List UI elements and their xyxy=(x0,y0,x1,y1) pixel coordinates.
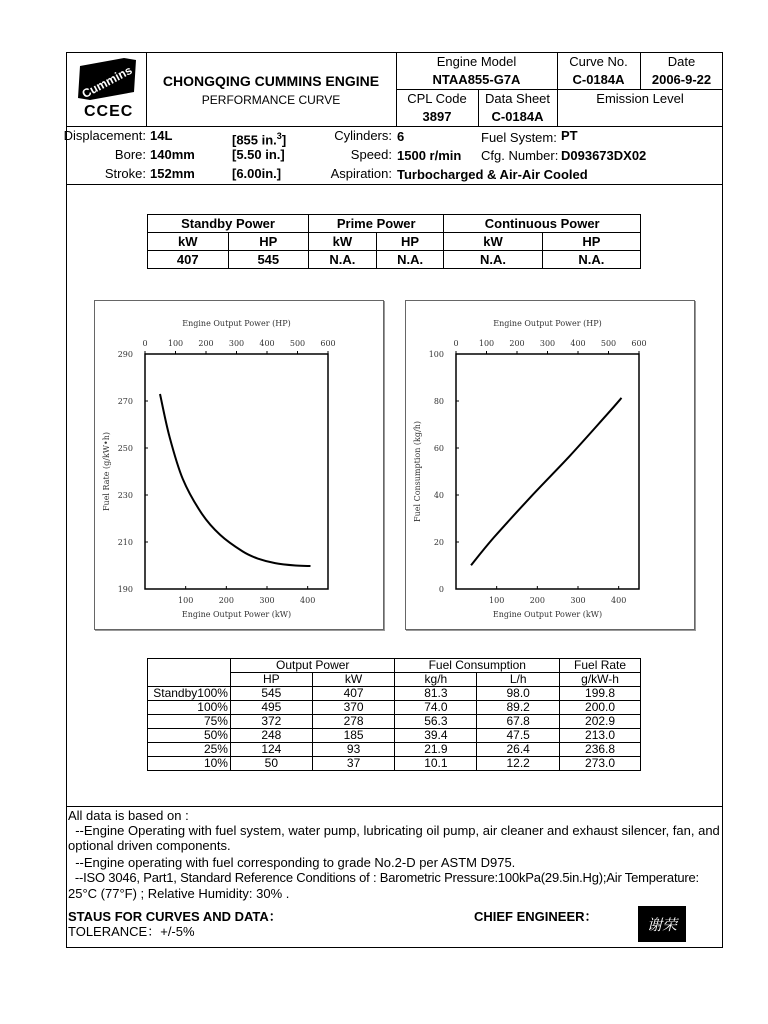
table-row xyxy=(148,729,641,743)
perf-cell: 67.8 xyxy=(477,715,560,729)
notes-line: optional driven components. xyxy=(68,838,231,853)
perf-row-label: 25% xyxy=(148,743,231,757)
fuel-system-value: PT xyxy=(561,128,578,143)
table-row xyxy=(148,687,641,701)
data-sheet-label: Data Sheet xyxy=(484,91,551,106)
perf-cell: 89.2 xyxy=(477,701,560,715)
stroke-value: 152mm xyxy=(150,166,195,181)
perf-cell: 56.3 xyxy=(395,715,477,729)
y-tick-label: 290 xyxy=(117,350,133,359)
x-tick-label: 100 xyxy=(489,596,505,605)
date-label: Date xyxy=(667,54,696,69)
displacement-value: 14L xyxy=(150,128,173,143)
power-unit: kW xyxy=(148,233,229,251)
x2-tick-label: 100 xyxy=(167,339,184,348)
header-divider xyxy=(396,89,723,90)
perf-row-label: 50% xyxy=(148,729,231,743)
plot-area xyxy=(145,354,328,589)
cummins-logo xyxy=(74,56,140,102)
power-group-header: Standby Power xyxy=(148,215,309,233)
signature-text: 谢荣 xyxy=(646,915,677,934)
y-tick-label: 0 xyxy=(438,585,444,594)
perf-cell: 185 xyxy=(312,729,395,743)
fuel-consumption-chart xyxy=(405,300,695,630)
perf-cell: 124 xyxy=(230,743,312,757)
cfg-number-label: Cfg. Number: xyxy=(481,148,559,163)
bore-inches: [5.50 in.] xyxy=(232,147,285,162)
perf-header: Output Power xyxy=(230,659,395,673)
x-tick-label: 300 xyxy=(570,596,586,605)
x2-tick-label: 500 xyxy=(600,339,617,348)
cpl-code-label: CPL Code xyxy=(407,91,467,106)
perf-cell: 39.4 xyxy=(395,729,477,743)
signature xyxy=(638,906,686,942)
aspiration-value: Turbocharged & Air-Air Cooled xyxy=(397,167,588,182)
power-value: 407 xyxy=(148,251,229,269)
displacement-inches-sup: 3 xyxy=(276,131,282,141)
x-axis-title: Engine Output Power (kW) xyxy=(181,610,292,619)
cfg-number-value: D093673DX02 xyxy=(561,148,647,163)
perf-cell: 273.0 xyxy=(560,757,641,771)
notes-line: --Engine Operating with fuel system, water pump, lubricating oil pump, air cleaner and exhaust silencer, fan, and xyxy=(68,823,720,838)
company-name: CHONGQING CUMMINS ENGINE xyxy=(162,73,380,89)
perf-cell: 407 xyxy=(312,687,395,701)
x-tick-label: 400 xyxy=(300,596,316,605)
fuel-rate-chart-svg xyxy=(95,301,383,629)
power-group-header: Prime Power xyxy=(309,215,444,233)
header-divider xyxy=(146,52,147,126)
power-unit: HP xyxy=(542,233,640,251)
cylinders-label: Cylinders: xyxy=(334,128,392,143)
y-tick-label: 100 xyxy=(428,350,444,359)
perf-cell: 248 xyxy=(230,729,312,743)
perf-cell: 199.8 xyxy=(560,687,641,701)
y-tick-label: 230 xyxy=(117,491,133,500)
displacement-inches-text: [855 in. xyxy=(232,132,277,148)
x2-tick-label: 600 xyxy=(631,339,647,348)
notes-line: 25°C (77°F) ; Relative Humidity: 30% . xyxy=(68,886,290,901)
x2-tick-label: 200 xyxy=(509,339,525,348)
perf-cell: 47.5 xyxy=(477,729,560,743)
perf-cell: 545 xyxy=(230,687,312,701)
perf-unit: L/h xyxy=(477,673,560,687)
perf-unit: kg/h xyxy=(395,673,477,687)
x2-tick-label: 600 xyxy=(320,339,336,348)
y-tick-label: 190 xyxy=(117,585,133,594)
stroke-inches: [6.00in.] xyxy=(232,166,282,181)
displacement-inches xyxy=(232,128,286,148)
perf-unit: g/kW-h xyxy=(560,673,641,687)
notes-line: All data is based on : xyxy=(68,808,189,823)
x2-tick-label: 400 xyxy=(570,339,586,348)
notes-divider xyxy=(66,806,723,807)
status-label: STAUS FOR CURVES AND DATA： xyxy=(68,909,282,924)
perf-cell: 50 xyxy=(230,757,312,771)
cylinders-value: 6 xyxy=(397,129,405,144)
y-tick-label: 80 xyxy=(433,397,444,406)
perf-header: Fuel Rate xyxy=(560,659,641,673)
y-tick-label: 40 xyxy=(433,491,444,500)
x2-tick-label: 100 xyxy=(478,339,495,348)
y-tick-label: 20 xyxy=(433,538,444,547)
performance-table xyxy=(147,658,641,771)
header-divider xyxy=(66,126,723,127)
y-tick-label: 270 xyxy=(117,397,133,406)
perf-cell: 202.9 xyxy=(560,715,641,729)
specs-divider xyxy=(66,184,723,185)
svg-text:Cummins: Cummins xyxy=(79,62,135,102)
notes-line: --ISO 3046, Part1, Standard Reference Conditions of : Barometric Pressure:100kPa(29.5in.Hg);Air Temperature: xyxy=(68,870,699,885)
power-value: N.A. xyxy=(309,251,377,269)
y-axis-title: Fuel Rate (g/kW•h) xyxy=(102,431,111,512)
x2-axis-title: Engine Output Power (HP) xyxy=(493,319,602,328)
curve-no-value: C-0184A xyxy=(572,72,625,87)
power-unit: HP xyxy=(228,233,309,251)
power-unit: kW xyxy=(309,233,377,251)
x2-tick-label: 0 xyxy=(453,339,459,348)
perf-cell: 21.9 xyxy=(395,743,477,757)
curve-no-label: Curve No. xyxy=(569,54,628,69)
x-tick-label: 400 xyxy=(611,596,627,605)
fuel-system-label: Fuel System: xyxy=(481,130,557,145)
data-sheet-value: C-0184A xyxy=(491,109,544,124)
x2-tick-label: 500 xyxy=(289,339,306,348)
x2-tick-label: 300 xyxy=(228,339,245,348)
x-tick-label: 200 xyxy=(218,596,234,605)
perf-cell: 37 xyxy=(312,757,395,771)
power-group-header: Continuous Power xyxy=(444,215,641,233)
date-value: 2006-9-22 xyxy=(651,72,712,87)
power-value: N.A. xyxy=(444,251,542,269)
x2-tick-label: 0 xyxy=(142,339,148,348)
document-subtitle: PERFORMANCE CURVE xyxy=(201,93,341,107)
perf-row-label: 100% xyxy=(148,701,231,715)
perf-cell: 26.4 xyxy=(477,743,560,757)
y-tick-label: 60 xyxy=(433,444,444,453)
y-axis-title: Fuel Consumption (kg/h) xyxy=(413,421,422,522)
perf-cell: 74.0 xyxy=(395,701,477,715)
perf-row-label: 75% xyxy=(148,715,231,729)
bore-label: Bore: xyxy=(114,147,146,162)
x2-tick-label: 400 xyxy=(259,339,275,348)
perf-header: Fuel Consumption xyxy=(395,659,560,673)
ccec-logo: CCEC xyxy=(84,103,134,120)
perf-cell: 278 xyxy=(312,715,395,729)
cpl-code-value: 3897 xyxy=(422,109,452,124)
x2-axis-title: Engine Output Power (HP) xyxy=(182,319,291,328)
perf-cell: 93 xyxy=(312,743,395,757)
engine-model-label: Engine Model xyxy=(436,54,517,69)
fuel-rate-chart xyxy=(94,300,384,630)
perf-unit: kW xyxy=(312,673,395,687)
speed-label: Speed: xyxy=(350,147,392,162)
perf-corner xyxy=(148,673,231,687)
series-line xyxy=(471,398,622,565)
displacement-label: Displacement: xyxy=(63,128,146,143)
chief-engineer-label: CHIEF ENGINEER： xyxy=(474,909,598,924)
displacement-inches-close: ] xyxy=(281,132,287,148)
bore-value: 140mm xyxy=(150,147,195,162)
table-row xyxy=(148,743,641,757)
power-unit: HP xyxy=(376,233,444,251)
power-value: 545 xyxy=(228,251,309,269)
perf-cell: 200.0 xyxy=(560,701,641,715)
plot-area xyxy=(456,354,639,589)
perf-cell: 236.8 xyxy=(560,743,641,757)
perf-unit: HP xyxy=(230,673,312,687)
table-row xyxy=(148,701,641,715)
perf-row-label: 10% xyxy=(148,757,231,771)
tolerance-text: TOLERANCE：+/-5% xyxy=(68,924,195,939)
x2-tick-label: 200 xyxy=(198,339,214,348)
table-row xyxy=(148,757,641,771)
notes-line: --Engine operating with fuel corresponding to grade No.2-D per ASTM D975. xyxy=(68,855,516,870)
x2-tick-label: 300 xyxy=(539,339,556,348)
y-tick-label: 250 xyxy=(117,444,133,453)
power-value: N.A. xyxy=(376,251,444,269)
perf-row-label: Standby100% xyxy=(148,687,231,701)
perf-cell: 81.3 xyxy=(395,687,477,701)
x-tick-label: 300 xyxy=(259,596,275,605)
y-tick-label: 210 xyxy=(117,538,133,547)
speed-value: 1500 r/min xyxy=(397,148,462,163)
power-value: N.A. xyxy=(542,251,640,269)
x-tick-label: 100 xyxy=(178,596,194,605)
x-axis-title: Engine Output Power (kW) xyxy=(492,610,603,619)
perf-cell: 372 xyxy=(230,715,312,729)
perf-cell: 213.0 xyxy=(560,729,641,743)
fuel-consumption-chart-svg xyxy=(406,301,694,629)
perf-cell: 12.2 xyxy=(477,757,560,771)
perf-corner xyxy=(148,659,231,673)
perf-cell: 10.1 xyxy=(395,757,477,771)
emission-level-label: Emission Level xyxy=(596,91,684,106)
aspiration-label: Aspiration: xyxy=(330,166,392,181)
stroke-label: Stroke: xyxy=(104,166,146,181)
table-row xyxy=(148,715,641,729)
series-line xyxy=(160,394,311,566)
engine-model-value: NTAA855-G7A xyxy=(432,72,521,87)
perf-cell: 495 xyxy=(230,701,312,715)
x-tick-label: 200 xyxy=(529,596,545,605)
perf-cell: 370 xyxy=(312,701,395,715)
power-unit: kW xyxy=(444,233,542,251)
perf-cell: 98.0 xyxy=(477,687,560,701)
power-rating-table xyxy=(147,214,641,269)
